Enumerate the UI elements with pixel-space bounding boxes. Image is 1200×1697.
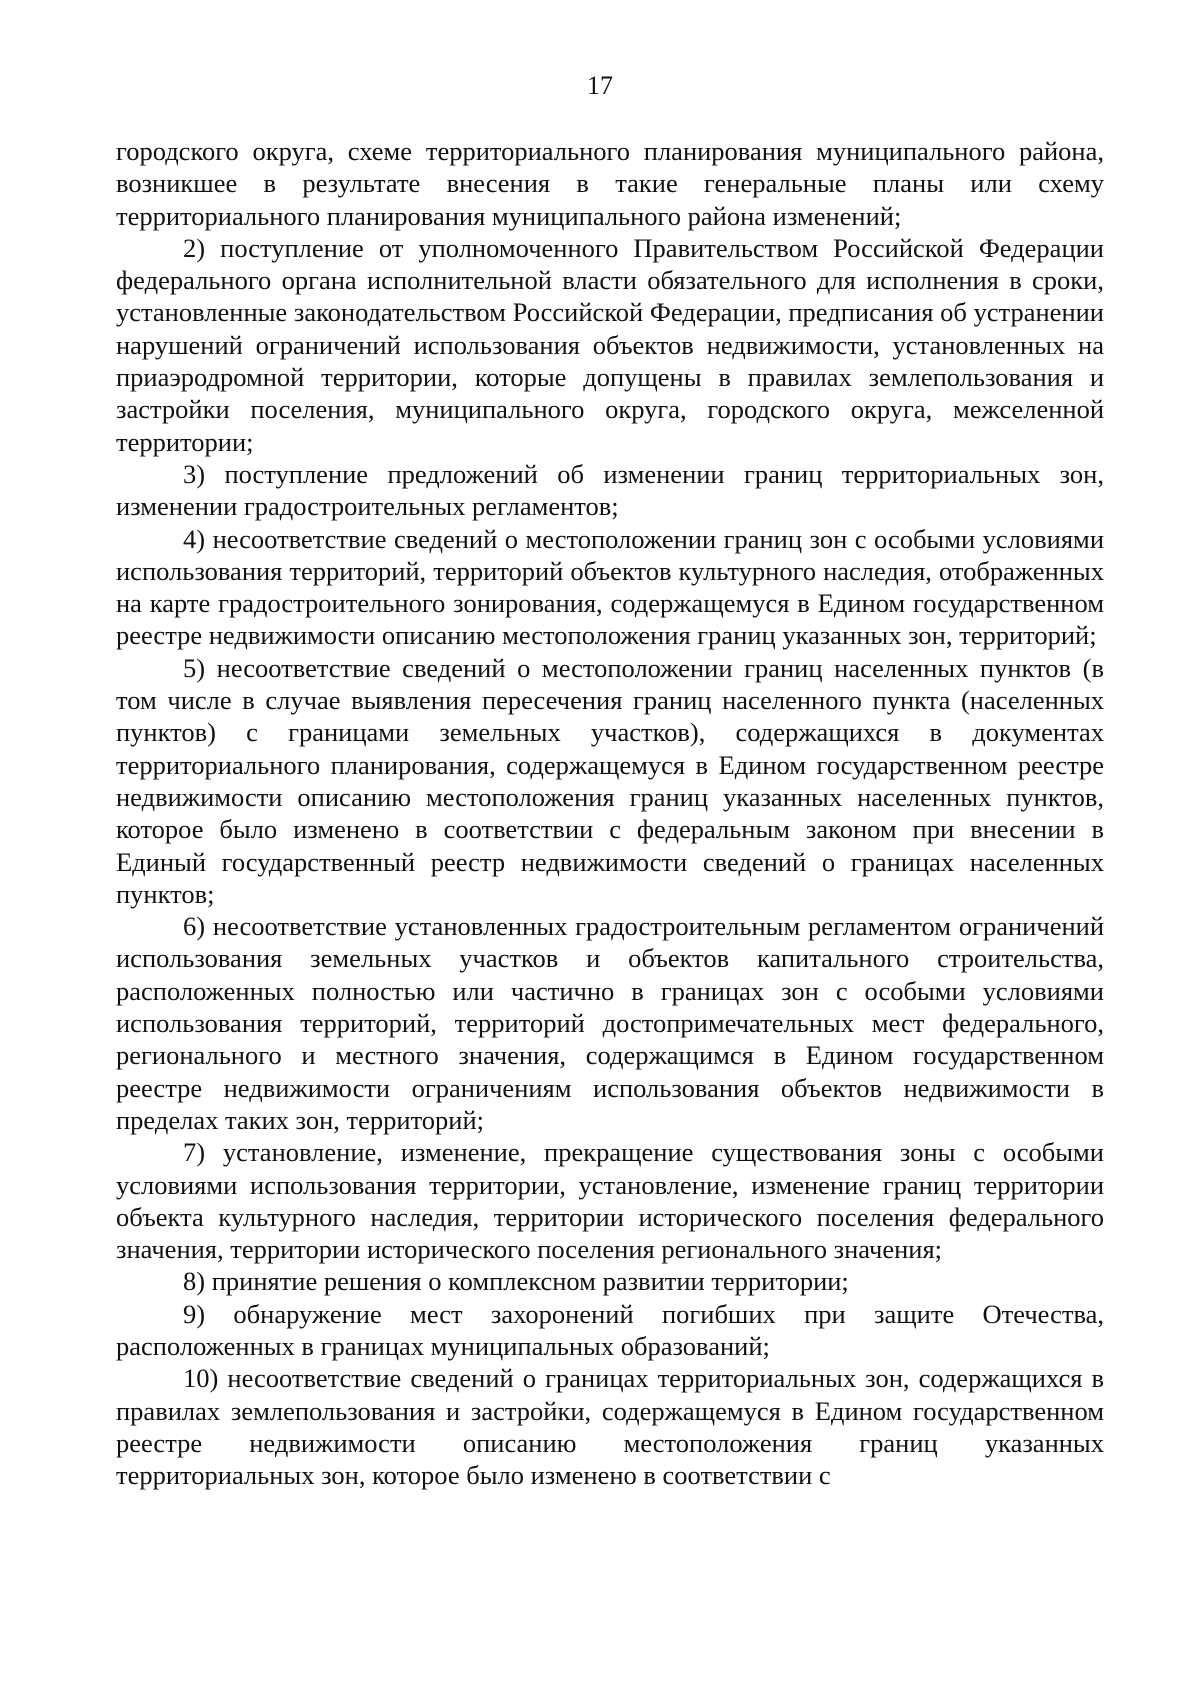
paragraph-item-5: 5) несоответствие сведений о местоположении границ населенных пунктов (в том числе в случае выявления пересечения границ населенного пункта (населенных пунктов) с границами земельных участков), содержащихся в документах территориального планирования, содержащемуся в Едином государственном реестре недвижимости описанию местоположения границ указанных населенных пунктов, которое было изменено в соответствии с федеральным законом при внесении в Единый государственный реестр недвижимости сведений о границах населенных пунктов; (116, 652, 1104, 909)
paragraph-item-7: 7) установление, изменение, прекращение существования зоны с особыми условиями использования территории, установление, изменение границ территории объекта культурного наследия, территории исторического поселения федерального значения, территории исторического поселения регионального значения; (116, 1137, 1104, 1265)
paragraph-item-6: 6) несоответствие установленных градостроительным регламентом ограничений использования земельных участков и объектов капитального строительства, расположенных полностью или частично в границах зон с особыми условиями использования территорий, территорий достопримечательных мест федерального, регионального и местного значения, содержащимся в Едином государственном реестре недвижимости ограничениям использования объектов недвижимости в пределах таких зон, территорий; (116, 911, 1104, 1135)
paragraph-continuation: городского округа, схеме территориального планирования муниципального района, возникшее в результате внесения в такие генеральные планы или схему территориального планирования муниципального района изменений; (116, 136, 1104, 231)
document-body (116, 135, 1104, 1491)
paragraph-item-4: 4) несоответствие сведений о местоположении границ зон с особыми условиями использования территорий, территорий объектов культурного наследия, отображенных на карте градостроительного зонирования, содержащемуся в Едином государственном реестре недвижимости описанию местоположения границ указанных зон, территорий; (116, 523, 1104, 651)
paragraph-item-9: 9) обнаружение мест захоронений погибших при защите Отечества, расположенных в границах муниципальных образований; (116, 1298, 1104, 1361)
paragraph-item-10: 10) несоответствие сведений о границах территориальных зон, содержащихся в правилах землепользования и застройки, содержащемуся в Едином государственном реестре недвижимости описанию местоположения границ указанных территориальных зон, которое было изменено в соответствии с (116, 1363, 1104, 1491)
paragraph-item-3: 3) поступление предложений об изменении границ территориальных зон, изменении градостроительных регламентов; (116, 458, 1104, 522)
paragraph-item-8: 8) принятие решения о комплексном развитии территории; (183, 1266, 849, 1297)
paragraph-item-2: 2) поступление от уполномоченного Правительством Российской Федерации федерального органа исполнительной власти обязательного для исполнения в сроки, установленные законодательством Российской Федерации, предписания об устранении нарушений ограничений использования объектов недвижимости, установленных на приаэродромной территории, которые допущены в правилах землепользования и застройки поселения, муниципального округа, городского округа, межселенной территории; (116, 232, 1104, 457)
page-number: 17 (587, 71, 613, 100)
